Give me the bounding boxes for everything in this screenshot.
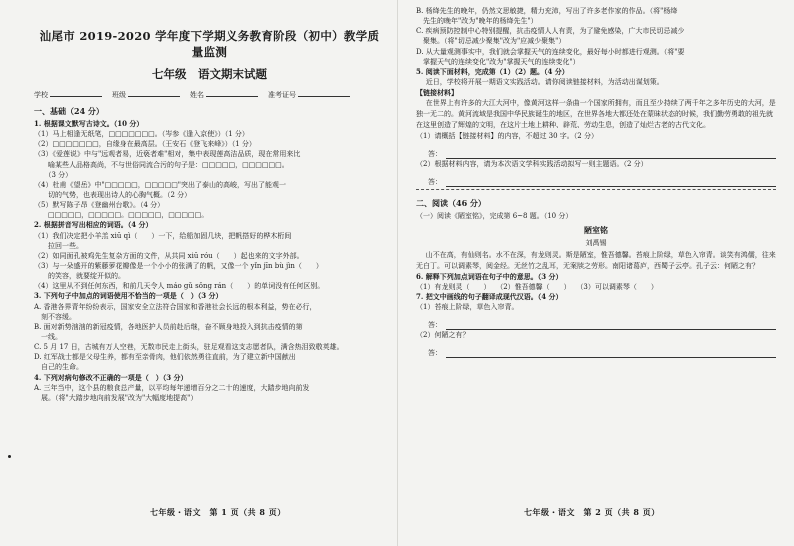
poem-author: 刘禹锡 [585,238,607,247]
q3-option: C. 5 月 17 日，古城有万人空巷，无数市民走上街头，驻足观看这支志愿者队，满含热泪致敬英雄。 [34,343,344,352]
q2-line: 拉回一些。 [34,241,83,250]
q6-item: （1）有龙则灵（ ） [416,282,487,291]
q6-item: （2）惟吾德馨（ ） [496,282,568,291]
divider [416,189,776,190]
q5-1: （1）请概括【链接材料】的内容，不超过 30 字。（2 分） [416,131,598,140]
name-field[interactable]: 姓名 [190,90,258,100]
question-5: 5. 阅读下面材料，完成第（1）（2）题。（4 分） [416,66,569,76]
q2-line: （1）我们决定把小羊羔 xiū qì（ ）一下，给船加固几块，把帆搭好的桦木桁间 [34,231,292,240]
student-info-row [34,90,385,100]
q6-items [416,282,776,292]
q2-line: 的笑容，就要绽开似的。 [34,272,125,281]
q1-line: （4）杜甫《望岳》中"□□□□□，□□□□□"突出了泰山的高峻，写出了能观一 [34,180,287,189]
q4-option: D. 从大量观测事实中，我们就会掌握天气的连续变化，最好每小时都进行观测。（将"要 [416,47,685,56]
question-4: 4. 下列对病句修改不正确的一项是（ ）（3 分） [34,372,188,382]
q2-line: （4）这里从不到任何东西，和前几天令人 máo gǔ sǒng rán（ ）的单词没有任何区别。 [34,282,325,291]
class-field[interactable]: 班级 [112,90,180,100]
q1-line: （2）□□□□□□□，自缘身在最高层。（王安石《登飞来峰》）（1 分） [34,140,256,149]
q3-option: 一线。 [34,332,62,341]
question-1: 1. 根据课文默写古诗文。（10 分） [34,119,144,128]
question-7: 7. 把文中画线的句子翻译成现代汉语。（4 分） [416,291,563,301]
q3-option: A. 香港各界青年纷纷表示，国家安全立法符合国家和香港社会长远的根本利益，势在必行， [34,302,317,311]
page-footer-left: 七年级・语文 第 1 页（共 8 页） [150,507,286,517]
reading-sub-1: （一）阅读《陋室铭》，完成第 6~8 题。（10 分） [416,211,573,220]
q7-1: （1）苔痕上阶绿，草色入帘青。 [416,303,519,312]
question-2: 2. 根据拼音写出相应的词语。（4 分） [34,220,153,230]
page-footer-right: 七年级・语文 第 2 页（共 8 页） [524,507,660,517]
q3-option: B. 面对新势汹汹的新冠疫情，各地医护人员前赴后继，奋不顾身地投入到抗击疫情的第 [34,322,303,331]
q4-option: 展。（将"大踏步地向前发展"改为"大幅度地提高"） [34,393,198,402]
q7-2-answer[interactable]: 答： [428,348,776,358]
q2-line: （3）与一朵盛开的紫藤萝花瓣像是一个小小的张满了的帆，又像一个 yǐn jīn bù jìn（ ） [34,261,323,270]
q6-item: （3）可以调素琴（ ） [576,282,658,291]
q4-option: 聚集。（将"切忌减少聚集"改为"应减少聚集"） [416,37,566,46]
exam-title: 汕尾市 2019-2020 学年度下学期义务教育阶段（初中）教学质量监测 [39,29,380,59]
q1-line: 切的气势，也表现出诗人的心胸气概。（2 分） [34,190,192,199]
exam-number-field[interactable]: 准考证号 [268,90,350,100]
section-basics-heading: 一、基础（24 分） [34,106,104,116]
q4-option: B. 杨绛先生的晚年，仍然文思敏捷，精力充沛，写出了许多老作家的作品。（将"杨绛 [416,7,678,15]
link-material-text: 在世界上有许多的大江大河中，像黄河这样一条曲一个国家所拥有，而且至少持续了两千年之多年历史的大河，是独一无二的。黄河流域是我国中华民族诞生的地区，在世界各地大都还处在蒙昧状态的时候，我们勤劳勇敢的祖先就在这里创造了辉煌的文明，在这片土地上耕种、辟荒、劳动生息，创造了灿烂古老的古代文化。 [416,98,776,129]
exam-subtitle: 七年级 语文期末试题 [152,67,267,81]
poem-text: 山不在高，有仙则名。水不在深，有龙则灵。斯是陋室，惟吾德馨。苔痕上阶绿，草色入帘青。谈笑有鸿儒，往来无白丁。可以调素琴，阅金经。无丝竹之乱耳，无案牍之劳形。南阳诸葛庐，西蜀子云亭。孔子云：何陋之有？ [416,250,776,270]
scan-speck [8,455,11,458]
q7-1-answer[interactable]: 答： [428,320,776,330]
poem-title: 陋室铭 [584,224,608,235]
q7-2: （2）何陋之有？ [416,331,470,340]
q3-option: D. 红军战士都是父母生养，都有至亲骨肉，他们依然勇往直前，为了建立新中国献出 [34,353,296,362]
q4-option: C. 疾病预防控制中心特别提醒，抗击疫情人人有责，为了避免感染，广大市民切忌减少 [416,27,685,36]
question-6: 6. 解释下列加点词语在句子中的意思。（3 分） [416,271,563,281]
q5-2: （2）根据材料内容，请为本次语文学科实践活动拟写一则主题语。（2 分） [416,159,648,168]
page-right [397,0,794,546]
q5-2-answer[interactable]: 答： [428,177,776,187]
q3-option: 自己的生命。 [34,363,83,372]
q1-line: □□□□□，□□□□□。□□□□□，□□□□□。 [34,211,209,220]
q1-line: 喻某些人品格高尚，不与世俗同流合污的句子是：□□□□□，□□□□□□。 [34,160,289,169]
link-material-title: 【链接材料】 [416,87,458,97]
q5-intro: 近日，学校将开展一期语文实践活动。请你阅读链接材料，为活动出谋划策。 [425,77,664,86]
school-field[interactable]: 学校 [34,90,102,100]
question-3: 3. 下列句子中加点的词语使用不恰当的一项是（ ）（3 分） [34,291,223,301]
section-reading-heading: 二、阅读（46 分） [416,197,486,208]
q4-option: 先生的晚年"改为"晚年的杨绛先生"） [416,17,538,26]
q4-option: A. 三年当中，这个县的粮食总产量，以平均每年递增百分之二十的速度，大踏步地向前发 [34,383,310,392]
q3-option: 刻不容缓。 [34,312,76,321]
q1-line: （1）马上相逢无纸笔，□□□□□□□。（岑参《逢入京使》）（1 分） [34,130,249,139]
q1-line: （3）《爱莲说》中与"远观者易，近亵者难"相对，集中表现莲高洁品质，现在常用来比 [34,150,301,159]
q1-line: （5）默写陈子昂《登幽州台歌》。（4 分） [34,201,165,210]
q5-1-answer[interactable]: 答： [428,149,776,159]
q1-line: （3 分） [34,170,73,179]
q2-line: （2）如同面孔被鸡先生复杂方面的文件，从共同 xiū róu（ ）起也来的文字外部。 [34,251,304,260]
q4-option: 掌握天气的连续变化"改为"掌握天气的连续变化"） [416,57,580,66]
